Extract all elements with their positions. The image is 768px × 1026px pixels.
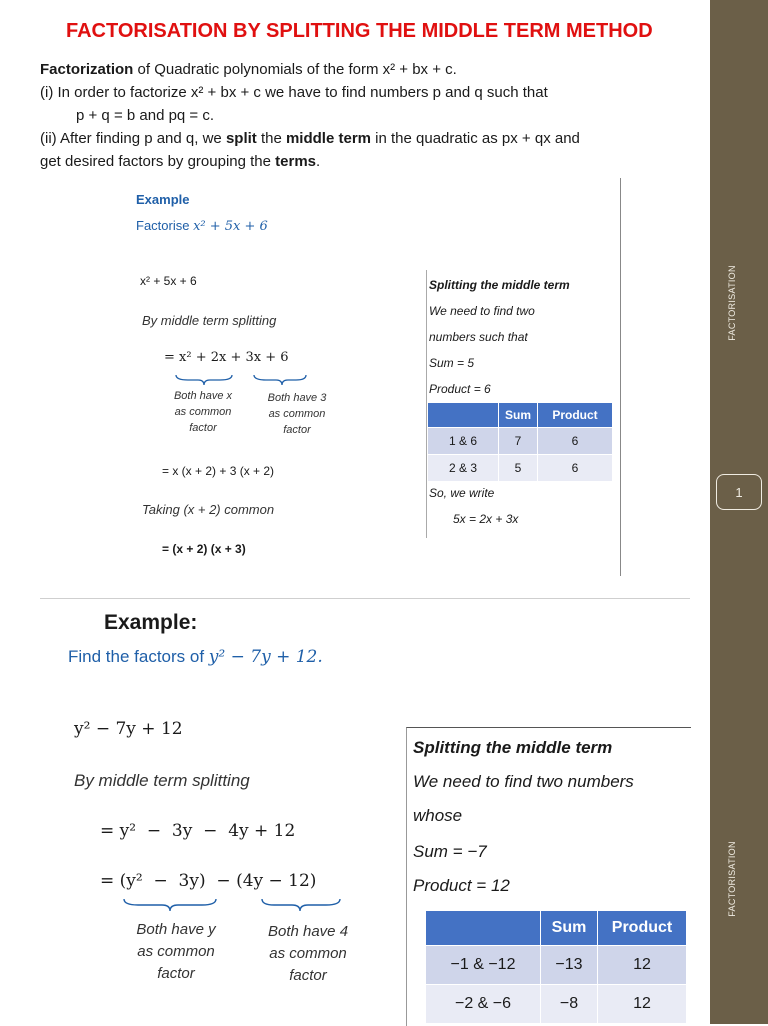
brace-note2: Both have 4 as common factor	[267, 923, 349, 984]
side-label-bottom: FACTORISATION	[726, 841, 737, 917]
example1-method: By middle term splitting	[142, 313, 277, 328]
panel1-line1: We need to find two	[429, 304, 535, 318]
example1-expression: x² + 5x + 6	[140, 274, 197, 288]
intro-line4: (ii) After finding p and q, we split the middle term in the quadratic as px + qx and	[40, 130, 580, 147]
example2-expression: y² − 7y + 12	[74, 719, 183, 739]
example2-method: By middle term splitting	[74, 771, 250, 790]
table-row: −2 & −6 −8 12	[426, 985, 687, 1024]
example2-panel	[406, 727, 691, 1026]
example2-heading: Example:	[104, 611, 198, 634]
intro-text	[40, 58, 705, 173]
table-row: 2 & 3 5 6	[428, 455, 613, 482]
panel2-product: Product = 12	[413, 876, 510, 895]
panel2-line2: whose	[413, 806, 463, 825]
brace-note1: Both have y as common factor	[136, 921, 216, 982]
intro-bold-term: Factorization	[40, 61, 134, 78]
example1-panel	[426, 270, 623, 538]
example1-step1: = x² + 2x + 3x + 6	[164, 350, 289, 365]
brace-icons	[174, 373, 314, 387]
brace-note1: Both have x as common factor	[173, 390, 233, 434]
panel2-table: Sum Product −1 & −12 −13 12 −2 & −6 −8 12	[425, 910, 687, 1024]
panel1-product: Product = 6	[429, 382, 491, 396]
example1-task: Factorise x² + 5x + 6	[136, 218, 268, 234]
panel1-so: So, we write	[429, 486, 495, 500]
example1-heading: Example	[136, 192, 190, 207]
example1-step2: = x (x + 2) + 3 (x + 2)	[162, 464, 275, 478]
example1-taking: Taking (x + 2) common	[142, 502, 275, 517]
brace-icons-2	[122, 897, 372, 913]
brace-note2: Both have 3 as common factor	[267, 392, 327, 436]
panel2-title: Splitting the middle term	[413, 738, 613, 757]
table-row: 1 & 6 7 6	[428, 428, 613, 455]
page-title: FACTORISATION BY SPLITTING THE MIDDLE TERM METHOD	[66, 20, 653, 42]
example1-result: = (x + 2) (x + 3)	[162, 542, 246, 556]
slide-number[interactable]: 1	[716, 474, 762, 510]
example2-box	[40, 598, 690, 1025]
example2-task: Find the factors of y² − 7y + 12.	[68, 647, 323, 667]
intro-line3: p + q = b and pq = c.	[76, 107, 215, 124]
example2-step1: = y² − 3y − 4y + 12	[100, 821, 296, 841]
panel1-line2: numbers such that	[429, 330, 528, 344]
panel1-table: Sum Product 1 & 6 7 6 2 & 3 5 6	[427, 402, 613, 482]
example1-box	[114, 178, 622, 576]
intro-line2: (i) In order to factorize x² + bx + c we have to find numbers p and q such that	[40, 84, 548, 101]
panel1-title: Splitting the middle term	[429, 278, 570, 292]
example2-step2: = (y² − 3y) − (4y − 12)	[100, 871, 317, 891]
intro-line1: of Quadratic polynomials of the form x² + bx + c.	[133, 61, 457, 78]
panel2-sum: Sum = −7	[413, 842, 487, 861]
panel1-write: 5x = 2x + 3x	[453, 512, 519, 526]
panel1-sum: Sum = 5	[429, 356, 475, 370]
side-label-top: FACTORISATION	[726, 265, 737, 341]
table-row: −1 & −12 −13 12	[426, 946, 687, 985]
intro-line5: get desired factors by grouping the terms.	[40, 153, 321, 170]
side-band	[710, 0, 768, 1024]
panel2-line1: We need to find two numbers	[413, 772, 634, 791]
